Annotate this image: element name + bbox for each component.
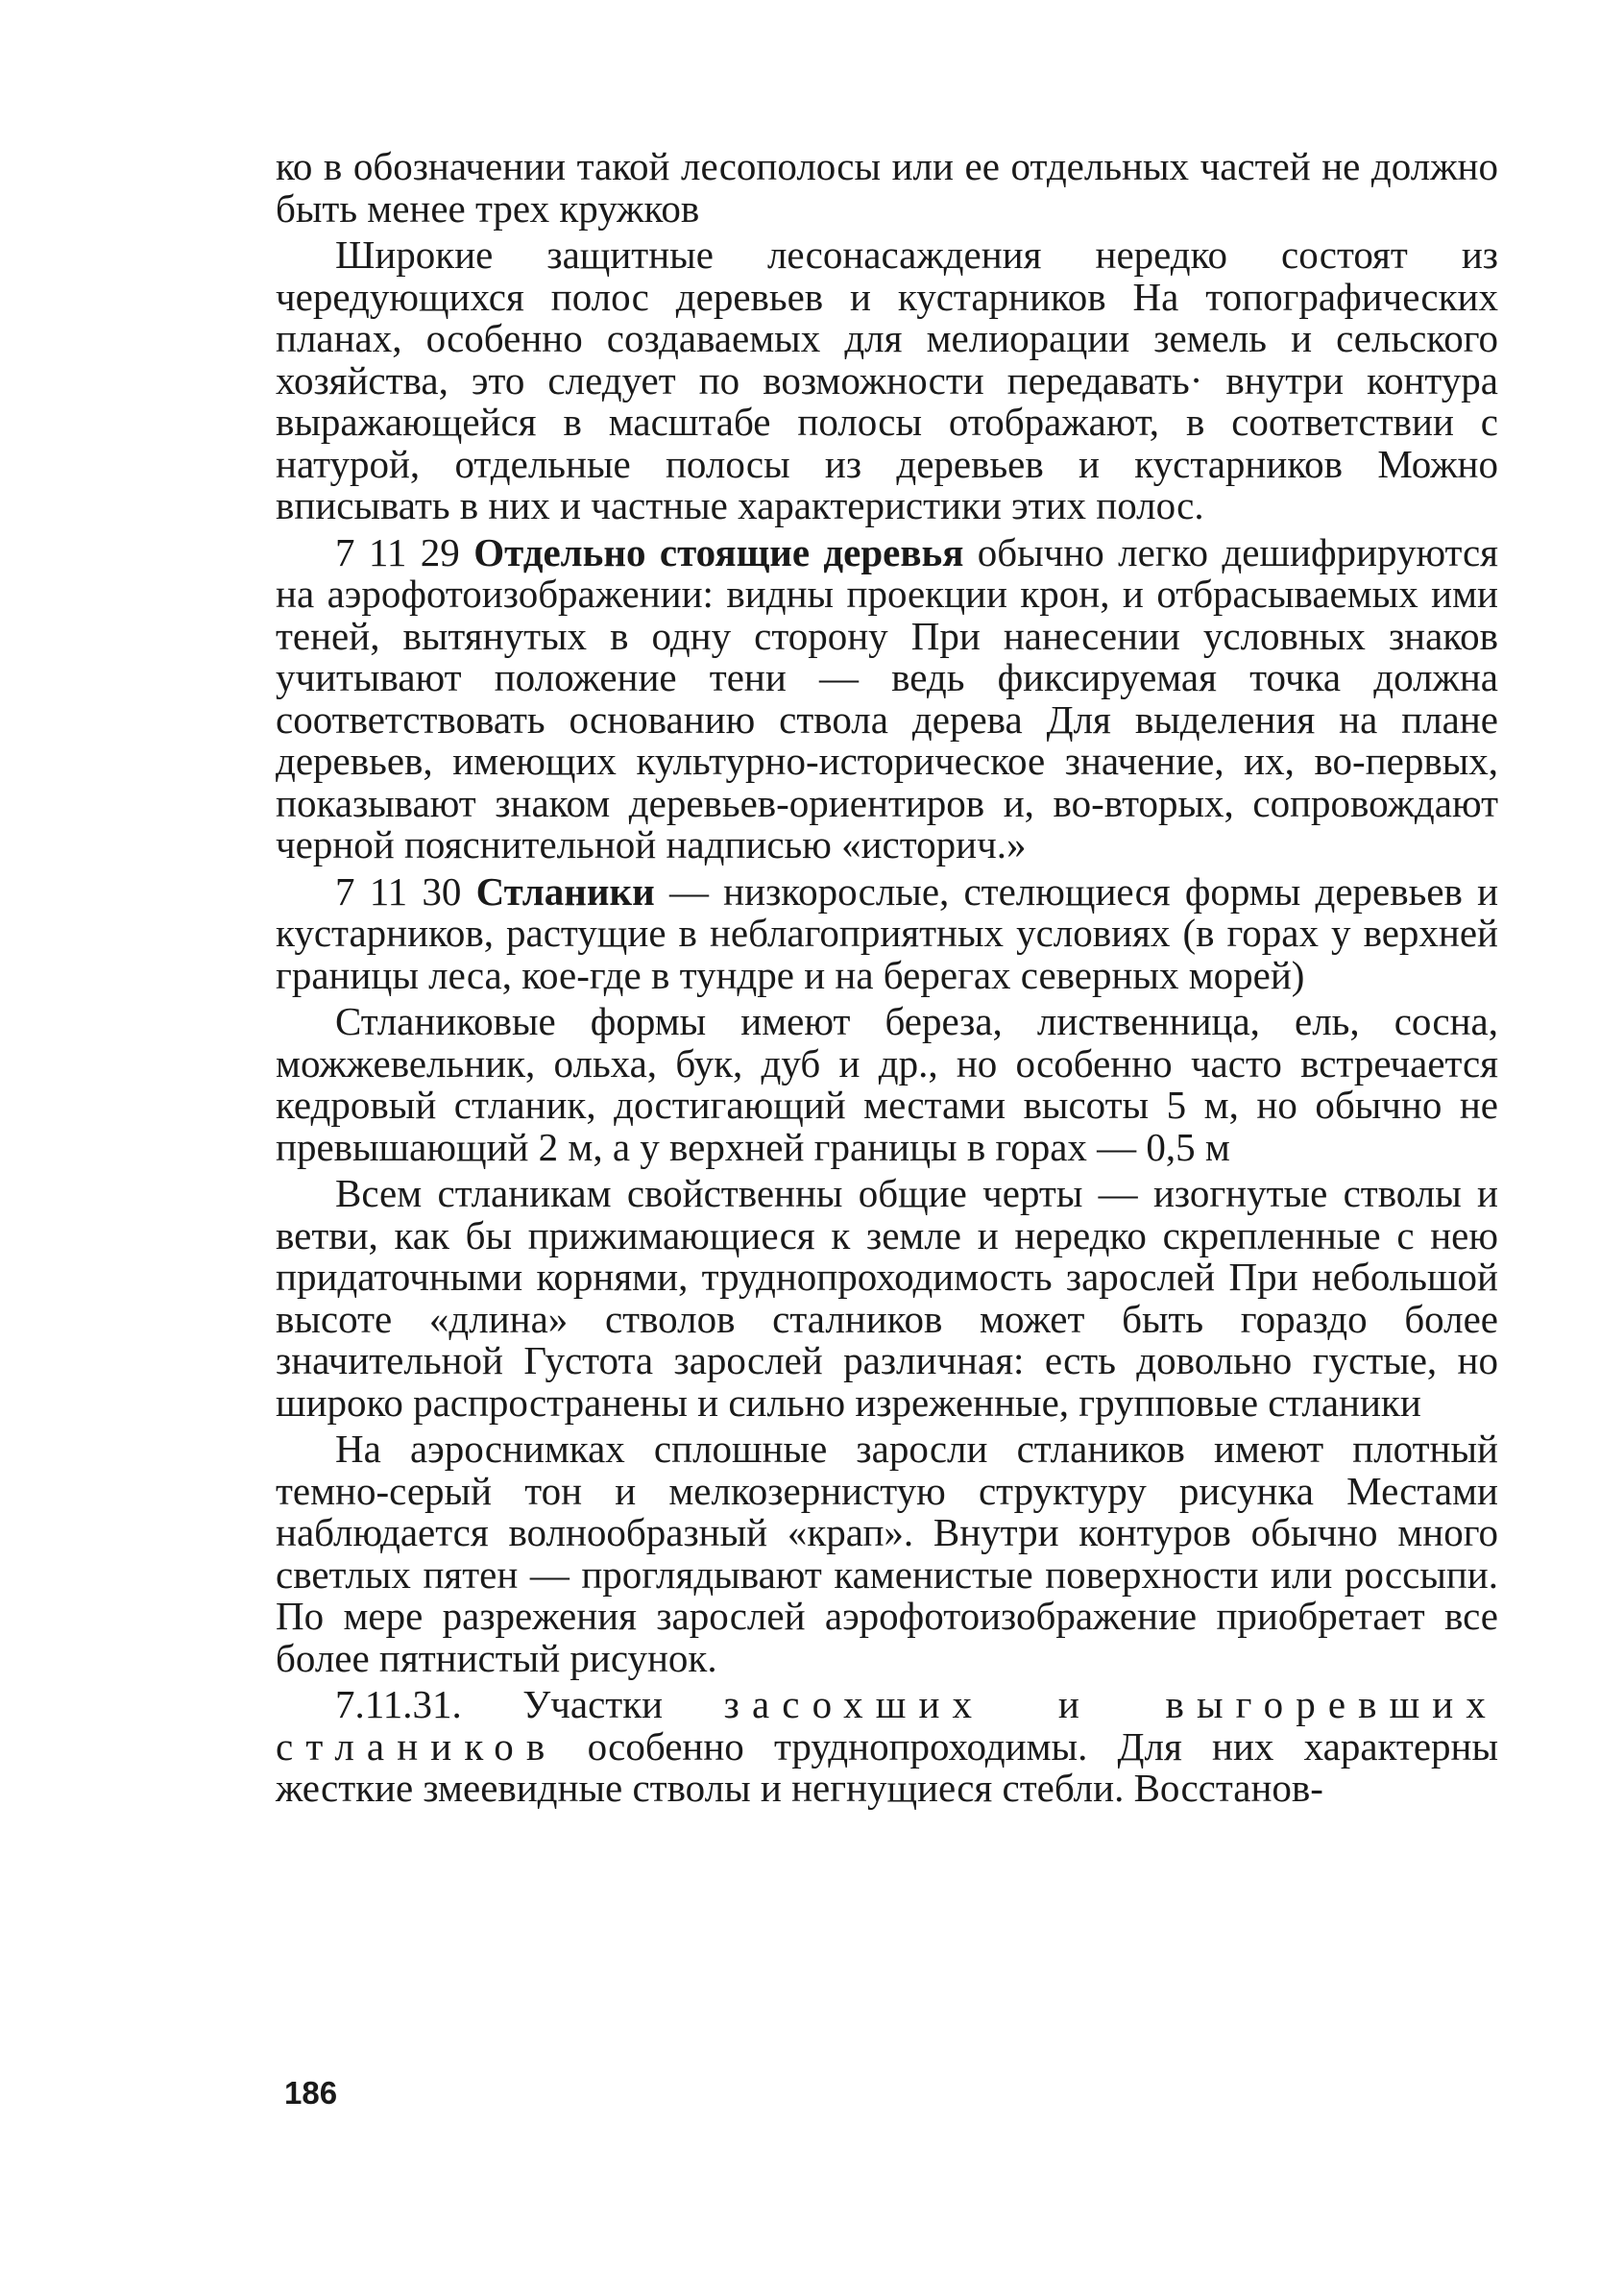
paragraph-text: На аэроснимках сплошные заросли стлаников имеют плотный темно-серый тон и мелкозернистую структуру рисунка Местами наблюдается волнообразный «крап». Внутри контуров обычно много светлых пятен — проглядывают каменистые поверхности или россыпи. По мере разрежения зарослей аэрофотоизображение приобретает все более пятнистый рисунок.: [276, 1427, 1498, 1680]
section-7-11-30: [276, 868, 1499, 997]
paragraph-text: особенно труднопроходимы. Для них характерны жесткие змеевидные стволы и негнущиеся стебли. Восстанов-: [276, 1723, 1498, 1810]
paragraph-text: Всем стланикам свойственны общие черты — изогнутые стволы и ветви, как бы прижимающиеся к земле и нередко скрепленные с нею придаточными корнями, труднопроходимость зарослей При небольшой высоте «длина» стволов сталников может быть гораздо более значительной Густота зарослей различная: есть довольно густые, но широко распространены и сильно изреженные, групповые стланики: [276, 1171, 1498, 1425]
paragraph-text: ко в обозначении такой лесополосы или ее отдельных частей не должно быть менее трех кружков: [276, 144, 1498, 231]
section-number: 7.11.31.: [335, 1682, 462, 1726]
body-text: [276, 146, 1498, 1815]
paragraph-text: — низкорослые, стелющиеся формы деревьев и кустарников, растущие в неблагоприятных условиях (в горах у верхней границы леса, кое-где в тундре и на берегах северных морей): [276, 868, 1499, 997]
paragraph-text: обычно легко дешифрируются на аэрофотоизображении: видны проекции крон, и отбрасываемых ими теней, вытянутых в одну сторону При нанесении условных знаков учитывают положение тени — ведь фиксируемая точка должна соответствовать основанию ствола дерева Для выделения на плане деревьев, имеющих культурно-историческое значение, их, во-первых, показывают знаком деревьев-ориентиров и, во-вторых, сопровождают черной пояснительной надписью «историч.»: [276, 529, 1499, 867]
section-spaced-term: засохших и выгоревших стлаников: [276, 1682, 1498, 1769]
section-heading: Отдельно стоящие деревья: [473, 529, 964, 574]
section-7-11-31: [276, 1684, 1498, 1810]
paragraph-aerosnimki: [276, 1428, 1498, 1679]
section-number: 7 11 29: [335, 529, 460, 574]
paragraph-stlanikovye-formy: [276, 1001, 1498, 1168]
paragraph-text: Стланиковые формы имеют береза, лиственница, ель, сосна, можжевельник, ольха, бук, дуб и др., но особенно часто встречается кедровый стланик, достигающий местами высоты 5 м, но обычно не превышающий 2 м, а у верхней границы в горах — 0,5 м: [276, 999, 1498, 1169]
paragraph-lesopolosa-continued: [276, 146, 1498, 230]
section-heading: Стланики: [475, 868, 655, 914]
section-number: 7 11 30: [335, 868, 462, 914]
paragraph-obshchie-cherty: [276, 1173, 1498, 1424]
paragraph-text: Широкие защитные лесонасаждения нередко состоят из чередующихся полос деревьев и кустарников На топографических планах, особенно создаваемых для мелиорации земель и сельского хозяйства, это следует по возможности передавать· внутри контура выражающейся в масштабе полосы отображают, в соответствии с натурой, отдельные полосы из деревьев и кустарников Можно вписывать в них и частные характеристики этих полос.: [276, 232, 1498, 527]
paragraph-shirokie-lesonasazhdeniya: [276, 234, 1498, 527]
section-lead: Участки: [522, 1682, 664, 1726]
page-number: 186: [284, 2075, 338, 2111]
section-7-11-29: [276, 529, 1499, 867]
